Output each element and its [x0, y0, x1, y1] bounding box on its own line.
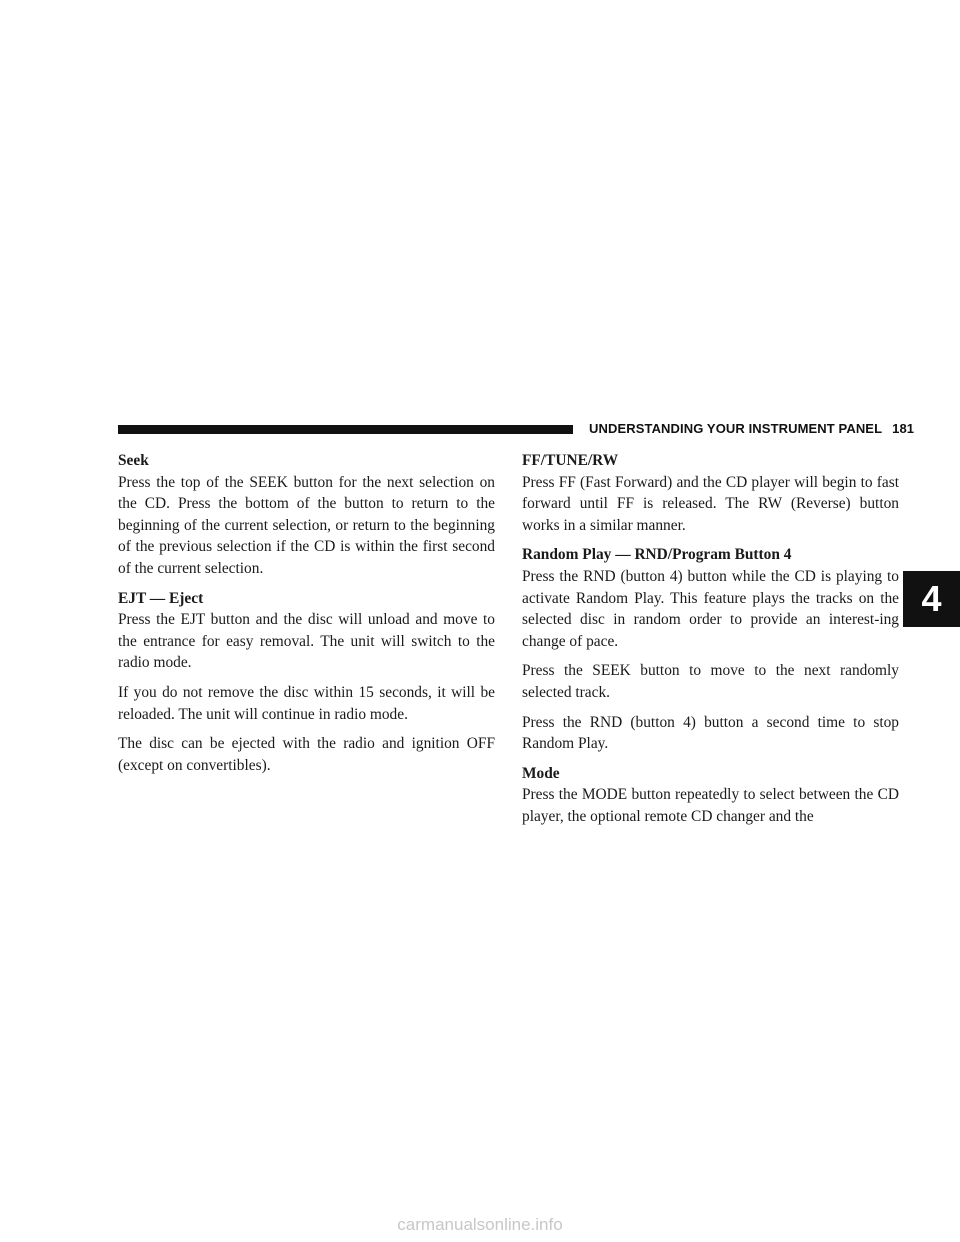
ff-tune-rw-heading: FF/TUNE/RW [522, 452, 619, 469]
random-play-paragraph: Press the RND (button 4) button a second time to stop Random Play. [522, 713, 899, 753]
section-title: UNDERSTANDING YOUR INSTRUMENT PANEL [589, 421, 883, 436]
page-number: 181 [892, 421, 915, 436]
eject-paragraph: The disc can be ejected with the radio and ignition OFF (except on convertibles). [118, 735, 495, 774]
mode-heading: Mode [522, 764, 560, 782]
eject-paragraph: If you do not remove the disc within 15 seconds, it will be reloaded. The unit will continue in radio mode. [118, 683, 495, 723]
mode-section [522, 763, 899, 828]
header-rule [118, 425, 573, 434]
left-column [118, 450, 495, 784]
watermark: carmanualsonline.info [397, 1215, 563, 1234]
chapter-tab: 4 [903, 571, 960, 627]
mode-body: Press the MODE button repeatedly to select between the CD player, the optional remote CD changer and the [522, 786, 899, 825]
seek-section [118, 450, 495, 580]
random-play-section [522, 544, 899, 754]
seek-heading: Seek [118, 452, 149, 469]
eject-paragraph: Press the EJT button and the disc will unload and move to the entrance for easy removal. The unit will switch to the radio mode. [118, 611, 495, 672]
running-header [589, 421, 914, 439]
random-play-paragraph: Press the SEEK button to move to the next randomly selected track. [522, 662, 899, 701]
random-play-heading: Random Play — RND/Program Button 4 [522, 546, 792, 564]
ff-tune-rw-section [522, 450, 899, 536]
eject-heading: EJT — Eject [118, 589, 204, 607]
ff-tune-rw-body: Press FF (Fast Forward) and the CD player will begin to fast forward until FF is released. The RW (Reverse) button works in a similar manner. [522, 473, 899, 534]
right-column [522, 450, 899, 836]
seek-body: Press the top of the SEEK button for the next selection on the CD. Press the bottom of the button to return to the beginning of the current selection, or return to the beginning of the previous selection if the CD is within the first second of the current selection. [118, 473, 495, 577]
eject-section [118, 588, 495, 777]
random-play-paragraph: Press the RND (button 4) button while the CD is playing to activate Random Play. This feature plays the tracks on the selected disc in random order to provide an interest-ing change of pace. [522, 567, 899, 650]
